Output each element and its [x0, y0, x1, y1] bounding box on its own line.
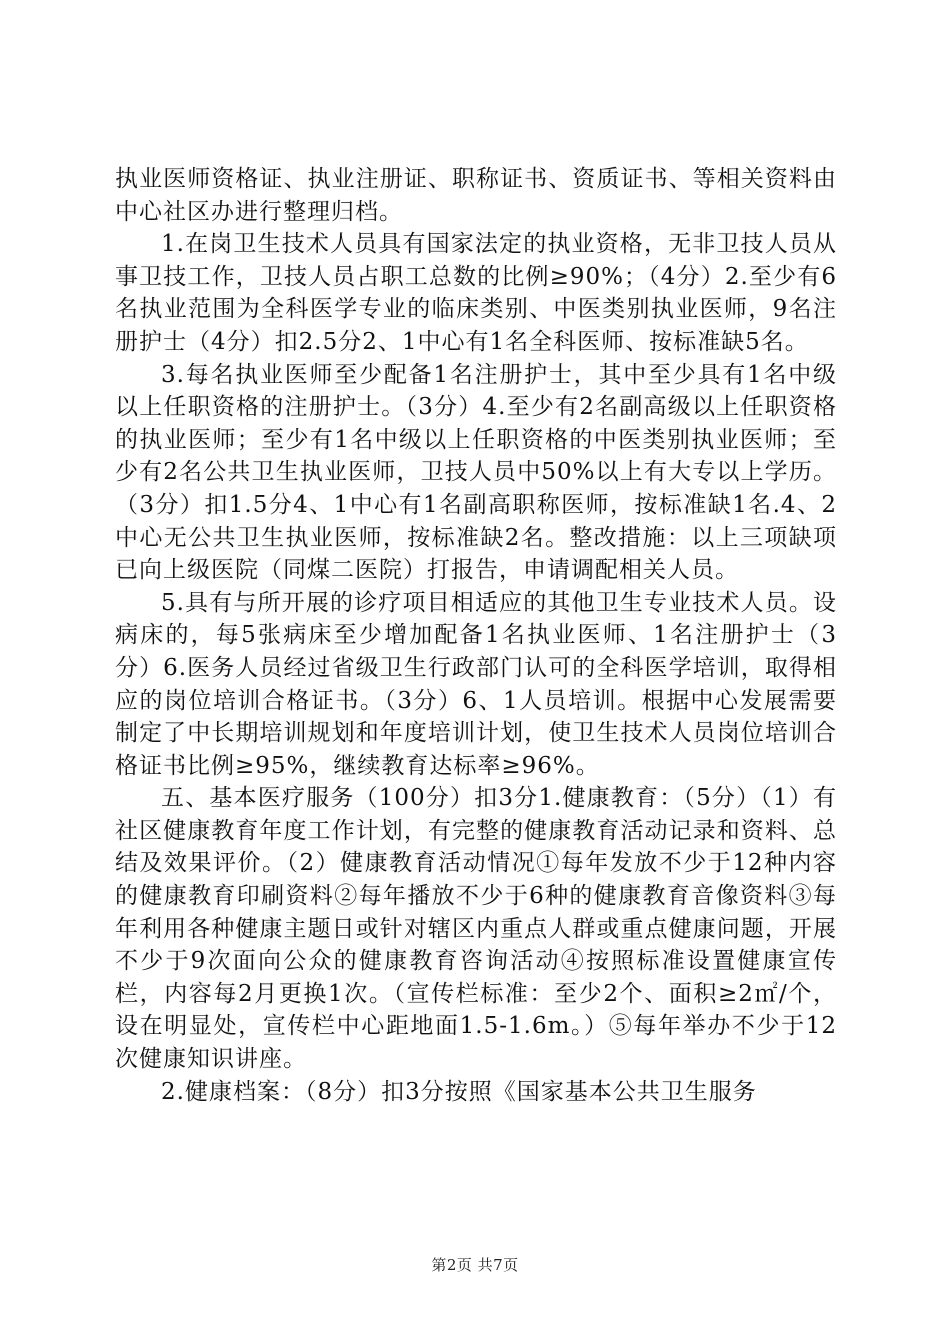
paragraph-nurse-allocation: 3.每名执业医师至少配备1名注册护士，其中至少具有1名中级以上任职资格的注册护士。（3分）4.至少有2名副高级以上任职资格的执业医师；至少有1名中级以上任职资格的中医类别执业医师；至少有2名公共卫生执业医师，卫技人员中50%以上有大专以上学历。（3分）扣1.5分4、1中心有1名副高职称医师，按标准缺1名.4、2中心无公共卫生执业医师，按标准缺2名。整改措施：以上三项缺项已向上级医院（同煤二医院）打报告，申请调配相关人员。: [115, 361, 837, 584]
document-body: [115, 163, 837, 1108]
paragraph-archive-records: 执业医师资格证、执业注册证、职称证书、资质证书、等相关资料由中心社区办进行整理归档。: [115, 166, 837, 225]
paragraph-basic-medical-service: 五、基本医疗服务（100分）扣3分1.健康教育：（5分）（1）有社区健康教育年度工作计划，有完整的健康教育活动记录和资料、总结及效果评价。（2）健康教育活动情况①每年发放不少于12种内容的健康教育印刷资料②每年播放不少于6种的健康教育音像资料③每年利用各种健康主题日或针对辖区内重点人群或重点健康问题，开展不少于9次面向公众的健康教育咨询活动④按照标准设置健康宣传栏，内容每2月更换1次。（宣传栏标准：至少2个、面积≥2㎡/个，设在明显处，宣传栏中心距地面1.5-1.6m。）⑤每年举办不少于12次健康知识讲座。: [115, 785, 837, 1073]
page-number: 第2页 共7页: [431, 1256, 519, 1274]
paragraph-staff-qualification: 1.在岗卫生技术人员具有国家法定的执业资格，无非卫技人员从事卫技工作，卫技人员占职工总数的比例≥90%；（4分）2.至少有6名执业范围为全科医学专业的临床类别、中医类别执业医师，9名注册护士（4分）扣2.5分2、1中心有1名全科医师、按标准缺5名。: [115, 231, 837, 355]
paragraph-technical-staff-training: 5.具有与所开展的诊疗项目相适应的其他卫生专业技术人员。设病床的，每5张病床至少增加配备1名执业医师、1名注册护士（3分）6.医务人员经过省级卫生行政部门认可的全科医学培训，取得相应的岗位培训合格证书。（3分）6、1人员培训。根据中心发展需要制定了中长期培训规划和年度培训计划，使卫生技术人员岗位培训合格证书比例≥95%，继续教育达标率≥96%。: [115, 589, 837, 779]
page-footer: [0, 1254, 950, 1275]
paragraph-health-records: 2.健康档案：（8分）扣3分按照《国家基本公共卫生服务: [161, 1078, 757, 1105]
